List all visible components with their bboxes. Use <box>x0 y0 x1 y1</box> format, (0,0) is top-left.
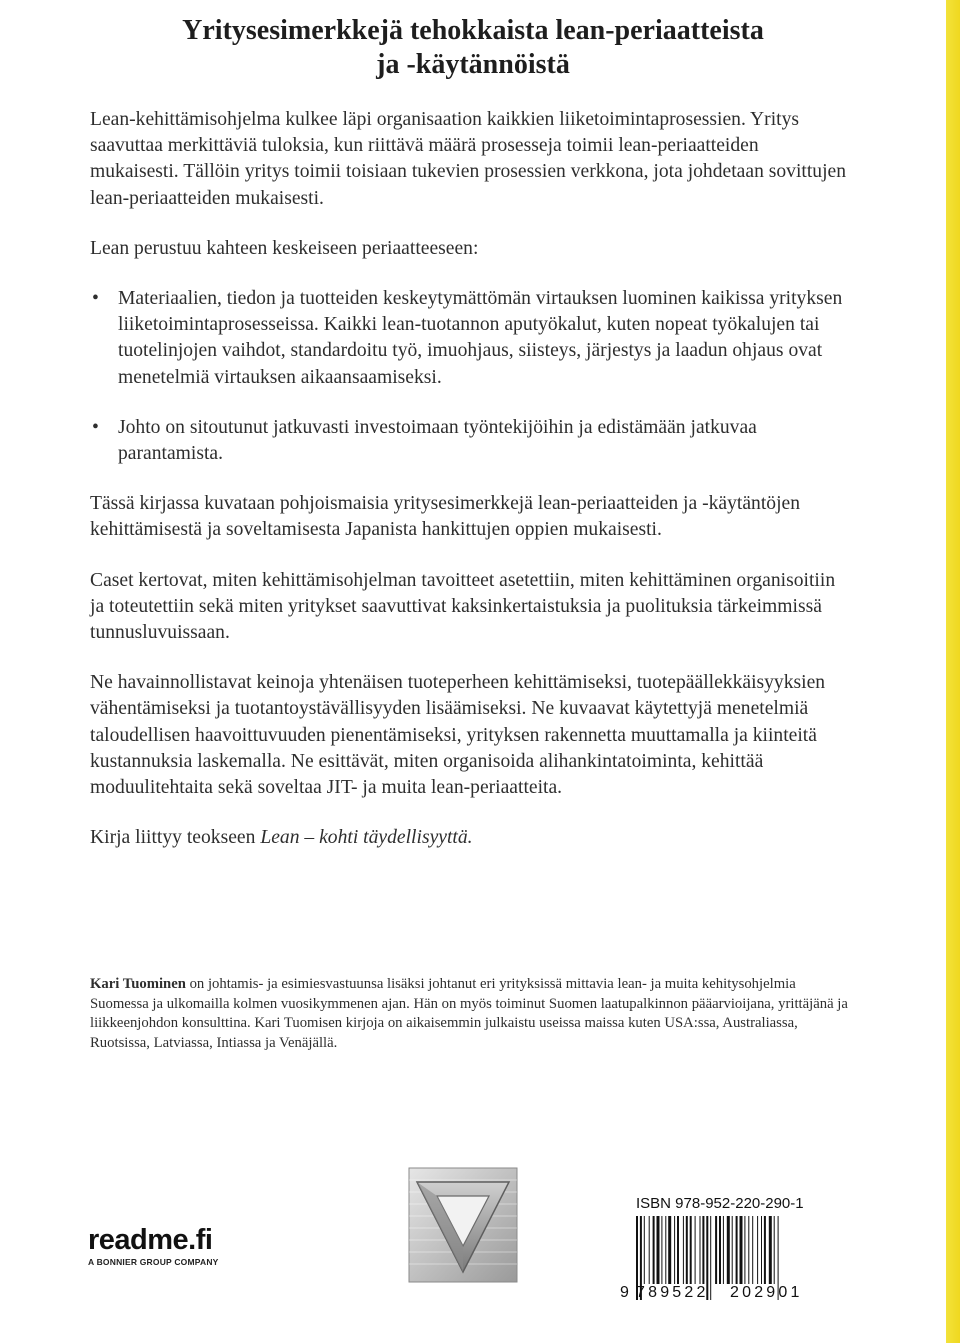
spine-edge <box>946 0 960 1343</box>
barcode-digits <box>620 1284 818 1302</box>
methods-paragraph: Ne havainnollistavat keinoja yhtenäisen tuoteperheen kehittämiseksi, tuotepäällekkäisyyksien vähentämiseksi ja tuotantoystävällisyyden lisäämiseksi. Ne kuvaavat käytettyjä menetelmiä taloudellisen haavoittuvuuden pienentämiseksi, yrityksen rakennetta muuttamalla ja kiinteitä kustannuksia laskemalla. Ne esittävät, miten organisoida alihankintatoiminta, kehittää moduulitehtaita sekä soveltaa JIT- ja muita lean-periaatteita. <box>90 672 826 799</box>
related-prefix: Kirja liittyy teokseen <box>90 827 261 849</box>
isbn-barcode <box>620 1195 818 1302</box>
bullet-icon: • <box>92 416 99 438</box>
author-bio <box>90 975 850 1053</box>
cases-paragraph: Caset kertovat, miten kehittämisohjelman tavoitteet asetettiin, miten kehittäminen organisoitiin ja toteutettiin sekä miten yritykset saavuttivat kaksinkertaistuksia ja puolituksia tärkeimmissä tunnusluvuissaan. <box>90 569 836 644</box>
intro-paragraph: Lean-kehittämisohjelma kulkee läpi organisaation kaikkien liiketoimintaprosessien. Yritys saavuttaa merkittäviä tuloksia, kun riittävä määrä prosesseja toimii lean-periaatteiden mukaisesti. Tällöin yritys toimii toisiaan tukevien prosessien verkkona, jota johdetaan sovittujen lean-periaatteiden mukaisesti. <box>90 109 847 209</box>
principle-item <box>90 286 850 391</box>
principle-text: Materiaalien, tiedon ja tuotteiden keskeytymättömän virtauksen luominen kaikissa yrityksen liiketoimintaprosesseissa. Kaikki lean-tuotannon aputyökalut, kuten nopeat työkalujen tai tuotelinjojen vaihdot, standardoitu työ, imuohjaus, siisteys, järjestys ja laadun ohjaus ovat menetelmiä virtauksen aikaansaamiseksi. <box>118 288 843 388</box>
author-name: Kari Tuominen <box>90 976 186 992</box>
related-book-title: Lean – kohti täydellisyyttä. <box>260 827 473 849</box>
barcode-digits-right: 202901 <box>730 1284 803 1301</box>
principle-item <box>90 415 850 467</box>
publisher-logo: readme.fi <box>88 1224 213 1256</box>
title-line-2: ja -käytännöistä <box>376 49 570 80</box>
author-bio-text: on johtamis- ja esimiesvastuunsa lisäksi johtanut eri yrityksissä mittavia lean- ja muita kehitysohjelmia Suomessa ja ulkomailla kolmen vuosikymmenen ajan. Hän on myös toiminut Suomen laatupalkinnon pääarvioijana, yrittäjänä ja liikkeenjohdon konsulttina. Kari Tuomisen kirjoja on aikaisemmin julkaistu useissa maissa kuten USA:ssa, Australiassa, Ruotsissa, Latviassa, Intiassa ja Venäjällä. <box>90 976 848 1051</box>
bullet-icon: • <box>92 288 99 310</box>
isbn-label: ISBN 978-952-220-290-1 <box>636 1195 804 1212</box>
barcode-digits-left: 789522 <box>636 1284 709 1301</box>
description-text <box>90 107 850 875</box>
publisher-tagline: A BONNIER GROUP COMPANY <box>88 1257 219 1267</box>
book-description-paragraph: Tässä kirjassa kuvataan pohjoismaisia yritysesimerkkejä lean-periaatteiden ja -käytäntöjen kehittämisestä ja soveltamisesta Japanista hankittujen oppien mukaisesti. <box>90 493 801 541</box>
cover-title <box>0 14 946 82</box>
barcode-digit-first: 9 <box>620 1284 629 1301</box>
principles-list <box>90 286 850 467</box>
emblem-logo-icon <box>403 1160 523 1290</box>
principle-text: Johto on sitoutunut jatkuvasti investoimaan työntekijöihin ja edistämään jatkuvaa parantamista. <box>118 416 757 465</box>
title-line-1: Yritysesimerkkejä tehokkaista lean-periaatteista <box>182 15 764 46</box>
related-book-paragraph <box>90 825 850 851</box>
principles-intro: Lean perustuu kahteen keskeiseen periaatteeseen: <box>90 237 479 259</box>
publisher-block <box>88 1225 219 1267</box>
